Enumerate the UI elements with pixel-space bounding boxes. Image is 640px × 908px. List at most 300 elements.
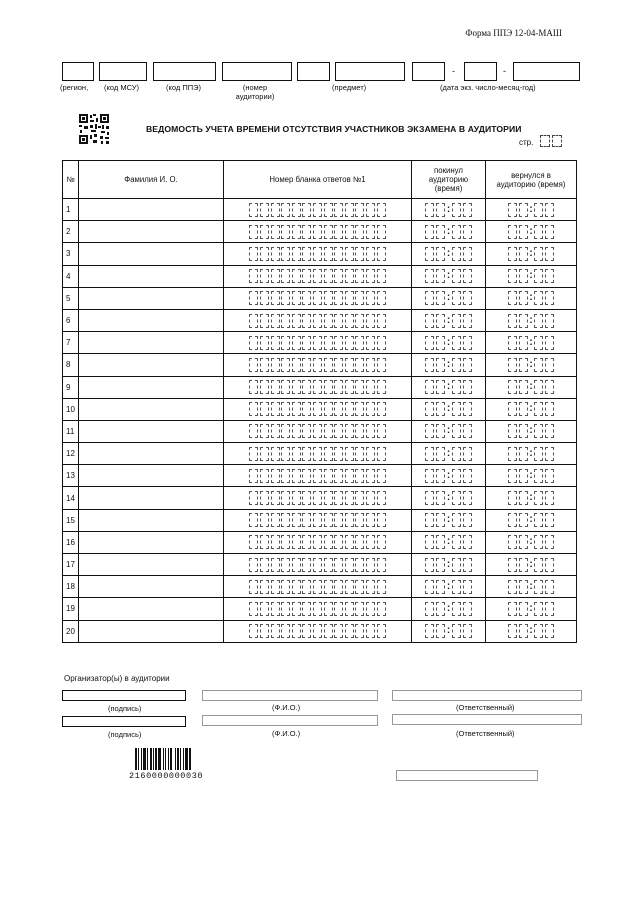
digit-cell[interactable]	[452, 469, 461, 483]
digit-cell[interactable]	[355, 225, 364, 239]
digit-cell[interactable]	[545, 491, 554, 505]
digit-cell[interactable]	[334, 314, 343, 328]
digit-cell[interactable]	[324, 580, 333, 594]
digit-cell[interactable]	[355, 203, 364, 217]
organizer1-fio-field[interactable]	[202, 690, 378, 701]
digit-cell[interactable]	[534, 402, 543, 416]
digit-cell[interactable]	[313, 291, 322, 305]
digit-cell[interactable]	[463, 402, 472, 416]
digit-cell[interactable]	[508, 225, 517, 239]
digit-cell[interactable]	[271, 380, 280, 394]
digit-cell[interactable]	[545, 469, 554, 483]
digit-cell[interactable]	[260, 247, 269, 261]
digit-cell[interactable]	[281, 624, 290, 638]
name-cell[interactable]	[79, 576, 224, 598]
digit-cell[interactable]	[534, 447, 543, 461]
digit-cell[interactable]	[534, 269, 543, 283]
digit-cell[interactable]	[334, 535, 343, 549]
digit-cell[interactable]	[260, 269, 269, 283]
digit-cell[interactable]	[377, 513, 386, 527]
digit-cell[interactable]	[463, 602, 472, 616]
digit-cell[interactable]	[377, 535, 386, 549]
digit-cell[interactable]	[425, 314, 434, 328]
digit-cell[interactable]	[334, 203, 343, 217]
digit-cell[interactable]	[508, 624, 517, 638]
digit-cell[interactable]	[345, 535, 354, 549]
digit-cell[interactable]	[334, 602, 343, 616]
organizer2-fio-field[interactable]	[202, 715, 378, 726]
digit-cell[interactable]	[334, 402, 343, 416]
digit-cell[interactable]	[302, 269, 311, 283]
digit-cell[interactable]	[324, 624, 333, 638]
digit-cell[interactable]	[425, 580, 434, 594]
digit-cell[interactable]	[260, 624, 269, 638]
digit-cell[interactable]	[534, 513, 543, 527]
digit-cell[interactable]	[271, 535, 280, 549]
digit-cell[interactable]	[425, 447, 434, 461]
digit-cell[interactable]	[508, 513, 517, 527]
digit-cell[interactable]	[281, 535, 290, 549]
digit-cell[interactable]	[519, 424, 528, 438]
digit-cell[interactable]	[249, 269, 258, 283]
digit-cell[interactable]	[324, 269, 333, 283]
digit-cell[interactable]	[436, 336, 445, 350]
digit-cell[interactable]	[436, 513, 445, 527]
digit-cell[interactable]	[260, 580, 269, 594]
digit-cell[interactable]	[463, 380, 472, 394]
digit-cell[interactable]	[292, 225, 301, 239]
digit-cell[interactable]	[366, 491, 375, 505]
digit-cell[interactable]	[271, 402, 280, 416]
digit-cell[interactable]	[436, 291, 445, 305]
digit-cell[interactable]	[436, 535, 445, 549]
digit-cell[interactable]	[508, 269, 517, 283]
digit-cell[interactable]	[324, 203, 333, 217]
digit-cell[interactable]	[366, 580, 375, 594]
name-cell[interactable]	[79, 509, 224, 531]
digit-cell[interactable]	[271, 358, 280, 372]
name-cell[interactable]	[79, 376, 224, 398]
digit-cell[interactable]	[313, 424, 322, 438]
digit-cell[interactable]	[249, 580, 258, 594]
digit-cell[interactable]	[545, 358, 554, 372]
digit-cell[interactable]	[249, 491, 258, 505]
digit-cell[interactable]	[425, 558, 434, 572]
digit-cell[interactable]	[355, 314, 364, 328]
digit-cell[interactable]	[271, 624, 280, 638]
name-cell[interactable]	[79, 199, 224, 221]
digit-cell[interactable]	[463, 447, 472, 461]
digit-cell[interactable]	[324, 225, 333, 239]
digit-cell[interactable]	[260, 424, 269, 438]
digit-cell[interactable]	[366, 447, 375, 461]
digit-cell[interactable]	[313, 602, 322, 616]
digit-cell[interactable]	[545, 602, 554, 616]
digit-cell[interactable]	[452, 624, 461, 638]
digit-cell[interactable]	[249, 513, 258, 527]
digit-cell[interactable]	[334, 558, 343, 572]
digit-cell[interactable]	[302, 469, 311, 483]
digit-cell[interactable]	[249, 535, 258, 549]
digit-cell[interactable]	[292, 447, 301, 461]
organizer1-responsible-field[interactable]	[392, 690, 582, 701]
digit-cell[interactable]	[313, 358, 322, 372]
digit-cell[interactable]	[345, 513, 354, 527]
digit-cell[interactable]	[366, 358, 375, 372]
digit-cell[interactable]	[545, 203, 554, 217]
digit-cell[interactable]	[508, 602, 517, 616]
digit-cell[interactable]	[377, 580, 386, 594]
digit-cell[interactable]	[519, 358, 528, 372]
digit-cell[interactable]	[545, 535, 554, 549]
digit-cell[interactable]	[313, 247, 322, 261]
digit-cell[interactable]	[281, 225, 290, 239]
digit-cell[interactable]	[463, 225, 472, 239]
digit-cell[interactable]	[345, 469, 354, 483]
digit-cell[interactable]	[334, 580, 343, 594]
digit-cell[interactable]	[292, 424, 301, 438]
digit-cell[interactable]	[271, 469, 280, 483]
digit-cell[interactable]	[281, 291, 290, 305]
digit-cell[interactable]	[334, 269, 343, 283]
digit-cell[interactable]	[366, 535, 375, 549]
digit-cell[interactable]	[366, 402, 375, 416]
digit-cell[interactable]	[334, 469, 343, 483]
name-cell[interactable]	[79, 420, 224, 442]
digit-cell[interactable]	[345, 358, 354, 372]
digit-cell[interactable]	[292, 580, 301, 594]
digit-cell[interactable]	[534, 558, 543, 572]
digit-cell[interactable]	[292, 380, 301, 394]
digit-cell[interactable]	[355, 358, 364, 372]
digit-cell[interactable]	[302, 203, 311, 217]
digit-cell[interactable]	[519, 269, 528, 283]
digit-cell[interactable]	[534, 247, 543, 261]
digit-cell[interactable]	[313, 513, 322, 527]
digit-cell[interactable]	[519, 602, 528, 616]
digit-cell[interactable]	[281, 402, 290, 416]
digit-cell[interactable]	[355, 424, 364, 438]
digit-cell[interactable]	[281, 380, 290, 394]
digit-cell[interactable]	[249, 602, 258, 616]
digit-cell[interactable]	[302, 380, 311, 394]
digit-cell[interactable]	[292, 203, 301, 217]
digit-cell[interactable]	[425, 535, 434, 549]
digit-cell[interactable]	[377, 358, 386, 372]
digit-cell[interactable]	[519, 314, 528, 328]
digit-cell[interactable]	[249, 469, 258, 483]
digit-cell[interactable]	[534, 535, 543, 549]
name-cell[interactable]	[79, 243, 224, 265]
digit-cell[interactable]	[545, 380, 554, 394]
digit-cell[interactable]	[260, 336, 269, 350]
digit-cell[interactable]	[324, 535, 333, 549]
subject-code-field[interactable]	[297, 62, 330, 81]
digit-cell[interactable]	[534, 358, 543, 372]
digit-cell[interactable]	[425, 225, 434, 239]
digit-cell[interactable]	[545, 424, 554, 438]
digit-cell[interactable]	[366, 469, 375, 483]
digit-cell[interactable]	[463, 491, 472, 505]
digit-cell[interactable]	[463, 269, 472, 283]
digit-cell[interactable]	[313, 580, 322, 594]
digit-cell[interactable]	[334, 491, 343, 505]
digit-cell[interactable]	[313, 314, 322, 328]
digit-cell[interactable]	[271, 424, 280, 438]
digit-cell[interactable]	[534, 624, 543, 638]
organizer2-responsible-field[interactable]	[392, 714, 582, 725]
digit-cell[interactable]	[345, 402, 354, 416]
digit-cell[interactable]	[334, 247, 343, 261]
digit-cell[interactable]	[271, 491, 280, 505]
digit-cell[interactable]	[463, 291, 472, 305]
digit-cell[interactable]	[377, 380, 386, 394]
digit-cell[interactable]	[292, 535, 301, 549]
name-cell[interactable]	[79, 354, 224, 376]
digit-cell[interactable]	[281, 336, 290, 350]
digit-cell[interactable]	[302, 558, 311, 572]
digit-cell[interactable]	[260, 513, 269, 527]
digit-cell[interactable]	[377, 336, 386, 350]
digit-cell[interactable]	[260, 225, 269, 239]
digit-cell[interactable]	[366, 203, 375, 217]
digit-cell[interactable]	[545, 447, 554, 461]
digit-cell[interactable]	[463, 314, 472, 328]
digit-cell[interactable]	[366, 247, 375, 261]
digit-cell[interactable]	[508, 580, 517, 594]
digit-cell[interactable]	[545, 269, 554, 283]
digit-cell[interactable]	[519, 580, 528, 594]
digit-cell[interactable]	[355, 624, 364, 638]
digit-cell[interactable]	[508, 336, 517, 350]
digit-cell[interactable]	[377, 424, 386, 438]
digit-cell[interactable]	[425, 336, 434, 350]
digit-cell[interactable]	[425, 380, 434, 394]
digit-cell[interactable]	[260, 447, 269, 461]
digit-cell[interactable]	[519, 447, 528, 461]
digit-cell[interactable]	[281, 203, 290, 217]
digit-cell[interactable]	[345, 580, 354, 594]
digit-cell[interactable]	[519, 225, 528, 239]
digit-cell[interactable]	[302, 602, 311, 616]
digit-cell[interactable]	[313, 469, 322, 483]
digit-cell[interactable]	[534, 602, 543, 616]
digit-cell[interactable]	[324, 380, 333, 394]
digit-cell[interactable]	[355, 447, 364, 461]
digit-cell[interactable]	[508, 558, 517, 572]
digit-cell[interactable]	[519, 380, 528, 394]
digit-cell[interactable]	[463, 558, 472, 572]
digit-cell[interactable]	[355, 558, 364, 572]
digit-cell[interactable]	[249, 624, 258, 638]
digit-cell[interactable]	[313, 491, 322, 505]
digit-cell[interactable]	[355, 380, 364, 394]
digit-cell[interactable]	[452, 380, 461, 394]
digit-cell[interactable]	[452, 402, 461, 416]
digit-cell[interactable]	[302, 314, 311, 328]
digit-cell[interactable]	[452, 247, 461, 261]
digit-cell[interactable]	[334, 513, 343, 527]
digit-cell[interactable]	[425, 203, 434, 217]
digit-cell[interactable]	[271, 247, 280, 261]
name-cell[interactable]	[79, 287, 224, 309]
digit-cell[interactable]	[292, 314, 301, 328]
digit-cell[interactable]	[519, 402, 528, 416]
name-cell[interactable]	[79, 309, 224, 331]
room-number-field[interactable]	[222, 62, 292, 81]
digit-cell[interactable]	[334, 336, 343, 350]
digit-cell[interactable]	[292, 358, 301, 372]
digit-cell[interactable]	[324, 247, 333, 261]
digit-cell[interactable]	[463, 624, 472, 638]
digit-cell[interactable]	[436, 447, 445, 461]
name-cell[interactable]	[79, 265, 224, 287]
digit-cell[interactable]	[334, 424, 343, 438]
digit-cell[interactable]	[355, 469, 364, 483]
digit-cell[interactable]	[355, 602, 364, 616]
digit-cell[interactable]	[452, 314, 461, 328]
digit-cell[interactable]	[260, 535, 269, 549]
digit-cell[interactable]	[436, 247, 445, 261]
digit-cell[interactable]	[366, 624, 375, 638]
digit-cell[interactable]	[345, 491, 354, 505]
digit-cell[interactable]	[366, 291, 375, 305]
digit-cell[interactable]	[292, 491, 301, 505]
digit-cell[interactable]	[281, 424, 290, 438]
digit-cell[interactable]	[355, 513, 364, 527]
digit-cell[interactable]	[302, 291, 311, 305]
digit-cell[interactable]	[452, 513, 461, 527]
digit-cell[interactable]	[436, 580, 445, 594]
digit-cell[interactable]	[366, 269, 375, 283]
digit-cell[interactable]	[519, 203, 528, 217]
organizer2-signature-field[interactable]	[62, 716, 186, 727]
digit-cell[interactable]	[436, 624, 445, 638]
digit-cell[interactable]	[345, 336, 354, 350]
name-cell[interactable]	[79, 221, 224, 243]
digit-cell[interactable]	[313, 225, 322, 239]
digit-cell[interactable]	[519, 291, 528, 305]
digit-cell[interactable]	[436, 380, 445, 394]
digit-cell[interactable]	[355, 291, 364, 305]
digit-cell[interactable]	[345, 225, 354, 239]
digit-cell[interactable]	[281, 469, 290, 483]
digit-cell[interactable]	[519, 513, 528, 527]
digit-cell[interactable]	[281, 513, 290, 527]
digit-cell[interactable]	[281, 447, 290, 461]
digit-cell[interactable]	[355, 580, 364, 594]
digit-cell[interactable]	[463, 469, 472, 483]
digit-cell[interactable]	[355, 402, 364, 416]
digit-cell[interactable]	[425, 247, 434, 261]
digit-cell[interactable]	[313, 558, 322, 572]
digit-cell[interactable]	[292, 291, 301, 305]
digit-cell[interactable]	[377, 269, 386, 283]
digit-cell[interactable]	[260, 602, 269, 616]
digit-cell[interactable]	[249, 558, 258, 572]
digit-cell[interactable]	[355, 247, 364, 261]
date-year-field[interactable]	[513, 62, 580, 81]
digit-cell[interactable]	[452, 336, 461, 350]
digit-cell[interactable]	[508, 447, 517, 461]
digit-cell[interactable]	[334, 358, 343, 372]
digit-cell[interactable]	[436, 558, 445, 572]
digit-cell[interactable]	[452, 602, 461, 616]
digit-cell[interactable]	[436, 225, 445, 239]
digit-cell[interactable]	[271, 291, 280, 305]
digit-cell[interactable]	[377, 225, 386, 239]
digit-cell[interactable]	[519, 336, 528, 350]
digit-cell[interactable]	[345, 314, 354, 328]
digit-cell[interactable]	[452, 535, 461, 549]
digit-cell[interactable]	[534, 580, 543, 594]
digit-cell[interactable]	[366, 225, 375, 239]
digit-cell[interactable]	[281, 491, 290, 505]
name-cell[interactable]	[79, 398, 224, 420]
digit-cell[interactable]	[355, 535, 364, 549]
digit-cell[interactable]	[345, 424, 354, 438]
digit-cell[interactable]	[425, 491, 434, 505]
digit-cell[interactable]	[425, 513, 434, 527]
digit-cell[interactable]	[324, 358, 333, 372]
digit-cell[interactable]	[534, 291, 543, 305]
digit-cell[interactable]	[249, 447, 258, 461]
digit-cell[interactable]	[377, 402, 386, 416]
digit-cell[interactable]	[425, 358, 434, 372]
digit-cell[interactable]	[345, 380, 354, 394]
page-number-digit[interactable]	[540, 135, 550, 147]
digit-cell[interactable]	[324, 491, 333, 505]
digit-cell[interactable]	[436, 402, 445, 416]
digit-cell[interactable]	[452, 225, 461, 239]
digit-cell[interactable]	[302, 491, 311, 505]
digit-cell[interactable]	[377, 558, 386, 572]
digit-cell[interactable]	[249, 380, 258, 394]
digit-cell[interactable]	[281, 314, 290, 328]
digit-cell[interactable]	[324, 447, 333, 461]
digit-cell[interactable]	[425, 269, 434, 283]
msu-code-field[interactable]	[99, 62, 147, 81]
digit-cell[interactable]	[355, 491, 364, 505]
digit-cell[interactable]	[271, 314, 280, 328]
digit-cell[interactable]	[271, 269, 280, 283]
date-day-field[interactable]	[412, 62, 445, 81]
digit-cell[interactable]	[425, 424, 434, 438]
digit-cell[interactable]	[377, 624, 386, 638]
subject-field[interactable]	[335, 62, 405, 81]
bottom-field[interactable]	[396, 770, 538, 781]
digit-cell[interactable]	[313, 203, 322, 217]
digit-cell[interactable]	[508, 491, 517, 505]
digit-cell[interactable]	[519, 535, 528, 549]
digit-cell[interactable]	[260, 402, 269, 416]
digit-cell[interactable]	[260, 491, 269, 505]
digit-cell[interactable]	[534, 314, 543, 328]
digit-cell[interactable]	[545, 624, 554, 638]
digit-cell[interactable]	[249, 336, 258, 350]
digit-cell[interactable]	[334, 380, 343, 394]
digit-cell[interactable]	[377, 447, 386, 461]
digit-cell[interactable]	[260, 203, 269, 217]
digit-cell[interactable]	[324, 558, 333, 572]
region-field[interactable]	[62, 62, 94, 81]
digit-cell[interactable]	[249, 314, 258, 328]
digit-cell[interactable]	[302, 402, 311, 416]
digit-cell[interactable]	[249, 203, 258, 217]
digit-cell[interactable]	[271, 602, 280, 616]
digit-cell[interactable]	[281, 358, 290, 372]
digit-cell[interactable]	[452, 447, 461, 461]
